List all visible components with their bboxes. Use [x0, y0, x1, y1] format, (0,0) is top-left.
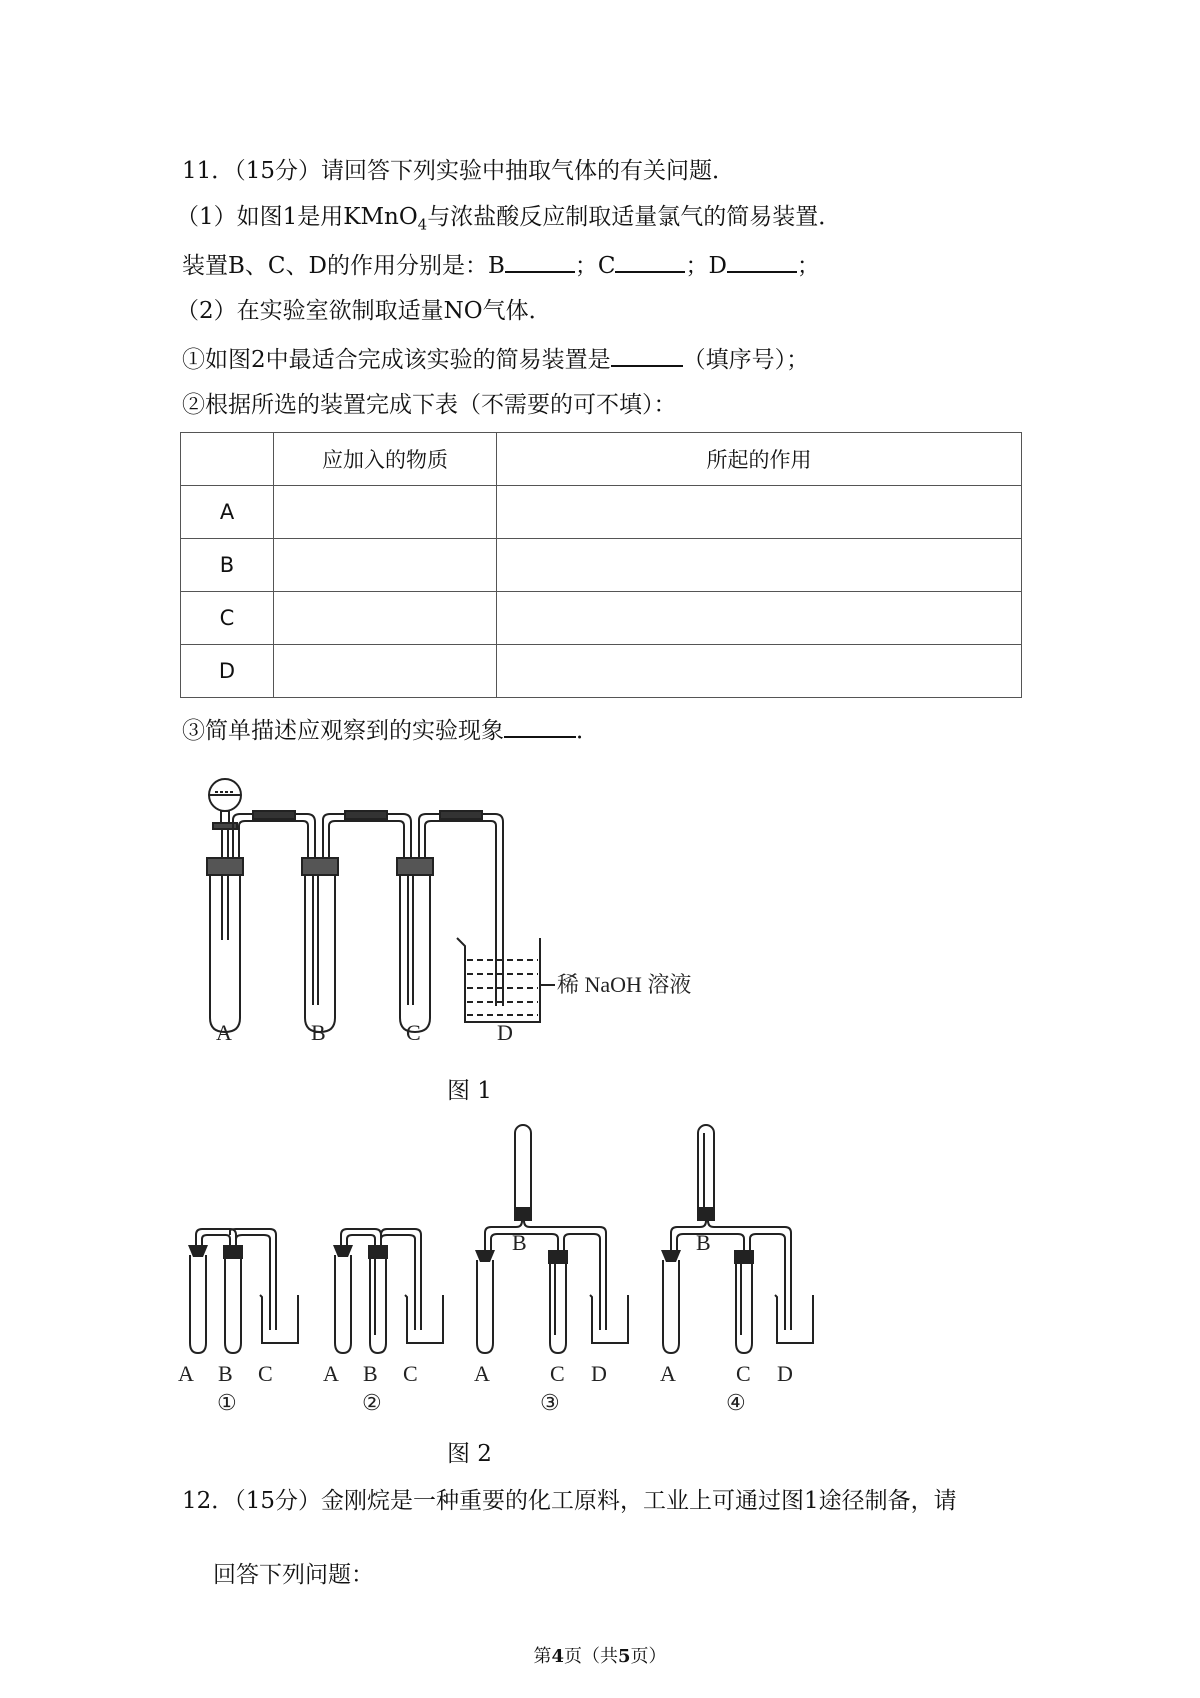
table-row: [181, 592, 1022, 645]
figure2-set4-number: ④: [726, 1390, 746, 1415]
footer-page-number: 4: [551, 1646, 564, 1667]
figure2-set4-label-a: A: [660, 1361, 676, 1386]
table-row-label: A: [181, 486, 274, 539]
figure2-set3-number: ③: [540, 1390, 560, 1415]
figure2-caption: 图 2: [447, 1441, 492, 1467]
table-cell-substance[interactable]: [274, 486, 497, 539]
table-row: [181, 486, 1022, 539]
page-footer: [0, 1642, 1200, 1668]
figure2-set2-label-a: A: [323, 1361, 339, 1386]
footer-mid: 页（共: [564, 1646, 618, 1667]
table-row-label: D: [181, 645, 274, 698]
figure2-apparatus: [180, 1125, 900, 1415]
footer-suffix: 页）: [630, 1646, 667, 1667]
figure2-set2-number: ②: [362, 1390, 382, 1415]
q11-question-b: ②根据所选的装置完成下表（不需要的可不填）：: [182, 392, 677, 418]
figure2-set1-label-c: C: [258, 1361, 273, 1386]
table-cell-substance[interactable]: [274, 645, 497, 698]
table-cell-substance[interactable]: [274, 539, 497, 592]
figure2-set3-label-c: C: [550, 1361, 565, 1386]
table-header-function: 所起的作用: [497, 433, 1022, 486]
roles-prefix: 装置B、C、D的作用分别是：B: [182, 253, 505, 279]
footer-prefix: 第: [533, 1646, 552, 1667]
table-header-row: [181, 433, 1022, 486]
question-a-prefix: ①如图2中最适合完成该实验的简易装置是: [182, 347, 611, 373]
figure2-set1-label-a: A: [178, 1361, 194, 1386]
answer-blank-d[interactable]: [727, 249, 797, 273]
q11-title: 11．（15分）请回答下列实验中抽取气体的有关问题．: [182, 158, 736, 184]
figure1-caption: 图 1: [447, 1078, 492, 1104]
table-row: [181, 539, 1022, 592]
beaker-solution-label: 稀 NaOH 溶液: [557, 972, 692, 997]
footer-total-pages: 5: [618, 1646, 631, 1667]
figure2-set1-number: ①: [217, 1390, 237, 1415]
question-c-prefix: ③简单描述应观察到的实验现象: [182, 718, 504, 744]
table-cell-function[interactable]: [497, 645, 1022, 698]
q12-line1: 12．（15分）金刚烷是一种重要的化工原料，工业上可通过图1途径制备，请: [182, 1488, 957, 1514]
table-cell-function[interactable]: [497, 592, 1022, 645]
figure1-label-d: D: [497, 1020, 513, 1045]
q11-question-a: [182, 343, 809, 375]
figure2-set3-label-b: B: [512, 1230, 527, 1255]
q11-question-c: [182, 714, 599, 746]
table-cell-substance[interactable]: [274, 592, 497, 645]
q11-part1-text-b: 与浓盐酸反应制取适量氯气的简易装置．: [427, 204, 842, 230]
table-row: [181, 645, 1022, 698]
table-row-label: B: [181, 539, 274, 592]
answer-blank-apparatus[interactable]: [611, 343, 683, 367]
table-header-empty: [181, 433, 274, 486]
figure1-label-c: C: [406, 1020, 421, 1045]
figure2-set2-label-b: B: [363, 1361, 378, 1386]
q12-line2: 回答下列问题：: [213, 1562, 374, 1588]
table-cell-function[interactable]: [497, 486, 1022, 539]
figure1-label-b: B: [311, 1020, 326, 1045]
figure2-set4-label-c: C: [736, 1361, 751, 1386]
figure2-set3-label-a: A: [474, 1361, 490, 1386]
figure2-set4-label-b: B: [696, 1230, 711, 1255]
roles-end: ；: [796, 253, 820, 279]
answer-blank-phenomenon[interactable]: [504, 714, 576, 738]
roles-c: ；C: [574, 253, 616, 279]
figure1-label-a: A: [216, 1020, 232, 1045]
roles-d: ；D: [685, 253, 727, 279]
answer-table: [180, 432, 1022, 698]
q11-roles: [182, 249, 820, 281]
figure2-set1-label-b: B: [218, 1361, 233, 1386]
q11-part1-text-a: （1）如图1是用KMnO: [176, 204, 418, 230]
question-c-suffix: ．: [576, 718, 599, 744]
q11-part1: [176, 202, 841, 240]
figure2-set2-label-c: C: [403, 1361, 418, 1386]
figure1-apparatus: [195, 770, 795, 1050]
figure2-set3-label-d: D: [591, 1361, 607, 1386]
q11-part1-subscript: 4: [417, 215, 428, 234]
answer-blank-c[interactable]: [615, 249, 685, 273]
table-row-label: C: [181, 592, 274, 645]
q11-part2: （2）在实验室欲制取适量NO气体．: [176, 298, 552, 324]
table-cell-function[interactable]: [497, 539, 1022, 592]
figure2-set4-label-d: D: [777, 1361, 793, 1386]
table-header-substance: 应加入的物质: [274, 433, 497, 486]
answer-blank-b[interactable]: [505, 249, 575, 273]
question-a-suffix: （填序号）；: [682, 347, 810, 373]
